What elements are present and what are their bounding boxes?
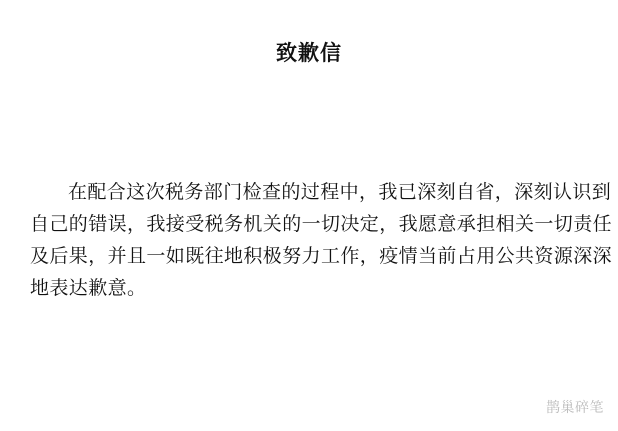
watermark-text: 鹊巢碎笔	[546, 400, 604, 416]
letter-title: 致歉信	[276, 41, 342, 65]
letter-body	[30, 176, 613, 304]
body-line: 在配合这次税务部门检查的过程中，我已深刻自省，深刻认识到	[68, 181, 612, 203]
body-line: 地表达歉意。	[30, 277, 147, 299]
body-line: 自己的错误，我接受税务机关的一切决定，我愿意承担相关一切责任	[30, 213, 613, 235]
body-line: 及后果，并且一如既往地积极努力工作，疫情当前占用公共资源深深	[30, 245, 613, 267]
